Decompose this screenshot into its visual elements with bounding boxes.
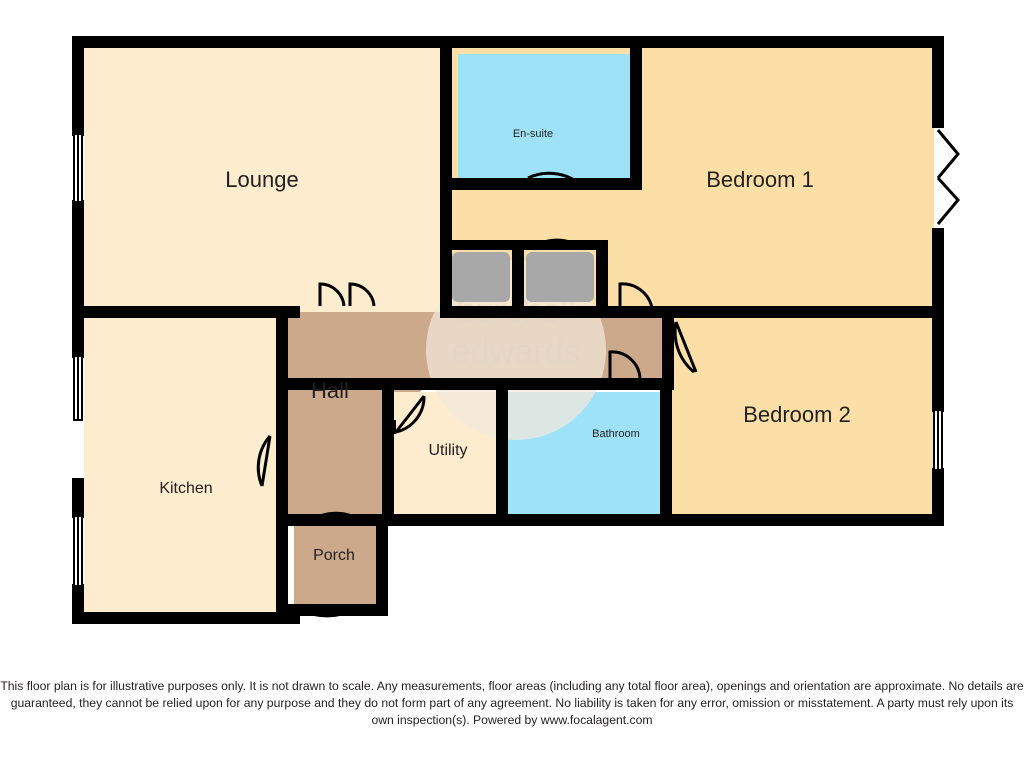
room-label-hall: Hall: [311, 377, 349, 403]
window-left-kitchen-1: [74, 356, 82, 420]
window-right-bedroom2: [934, 410, 942, 470]
room-label-en-suite: En-suite: [512, 127, 554, 140]
room-label-porch: Porch: [313, 547, 355, 565]
room-label-utility: Utility: [428, 442, 468, 460]
door-bedroom1-external-a: [938, 130, 958, 178]
room-label-bedroom-2: Bedroom 2: [743, 401, 851, 427]
window-left-lounge: [74, 134, 82, 202]
cupboard-right-fill: [526, 252, 594, 302]
disclaimer-text: This floor plan is for illustrative purposes only. It is not drawn to scale. Any measurements, floor areas (including any total floor area), openings and orientation are approximate. No details are guaranteed, they cannot be relied upon for any purpose and they do not form part of any agreement. No liability is taken for any error, omission or misstatement. A party must rely upon its own inspection(s). Powered by www.focalagent.com: [0, 679, 1024, 727]
watermark-line-2: edwards: [451, 333, 581, 371]
porch-fill: [294, 524, 382, 612]
ensuite-fill: [458, 54, 634, 184]
room-label-bathroom: Bathroom: [592, 427, 640, 440]
door-bedroom1-external-b: [938, 178, 958, 224]
window-left-kitchen-2: [74, 516, 82, 586]
cupboard-left-fill: [452, 252, 510, 302]
hall-fill-2: [288, 384, 388, 524]
room-label-bedroom-1: Bedroom 1: [706, 166, 814, 192]
room-label-kitchen: Kitchen: [159, 480, 213, 498]
room-label-lounge: Lounge: [225, 166, 299, 192]
